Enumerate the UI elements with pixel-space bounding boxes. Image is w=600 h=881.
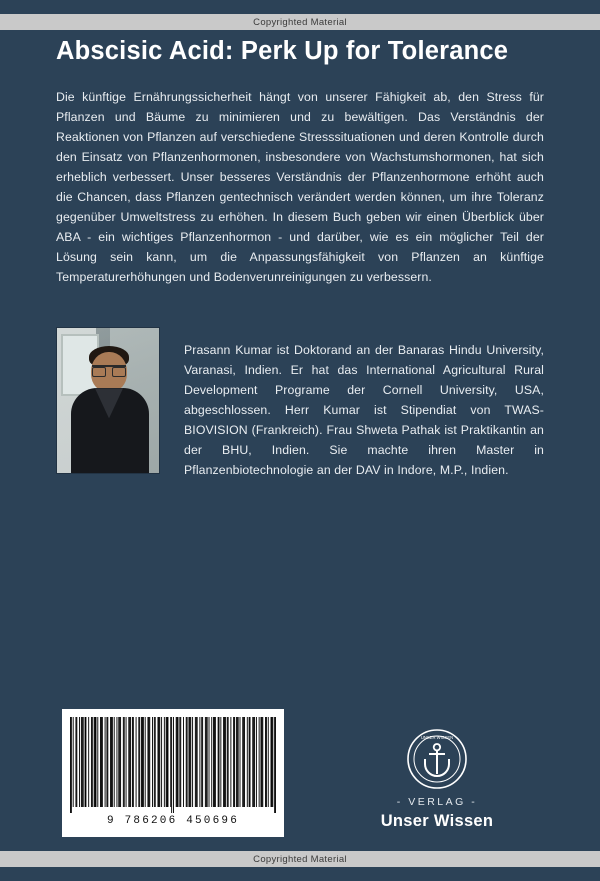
author-section — [56, 327, 544, 492]
cover-footer — [56, 707, 544, 837]
barcode — [62, 709, 284, 837]
back-cover-content — [56, 32, 544, 492]
author-photo — [56, 327, 160, 474]
copyright-banner-top: Copyrighted Material — [0, 14, 600, 30]
book-description: Die künftige Ernährungssicherheit hängt von unserer Fähigkeit ab, den Stress für Pflanzen und Bäume zu minimieren und zu bewältigen. Das Verständnis der Reaktionen von Pflanzen auf verschiedene Stresssituationen und deren Kontrolle durch den Einsatz von Pflanzenhormonen, insbesondere von Wachstumshormonen, hat sich erheblich verbessert. Unser besseres Verständnis der Pflanzenhormone erhöht auch die Chancen, dass Pflanzen gentechnisch verändert werden können, um ihre Toleranz gegenüber Umweltstress zu erhöhen. In diesem Buch geben wir einen Überblick über ABA - ein wichtiges Pflanzenhormon - und darüber, wie es ein möglicher Teil der Lösung sein kann, um die Anpassungsfähigkeit von Pflanzen an künftige Temperaturerhöhungen und Bodenverunreinigungen zu verbessern. — [56, 90, 544, 285]
publisher-block — [352, 728, 522, 831]
book-title: Abscisic Acid: Perk Up for Tolerance — [56, 37, 509, 65]
author-bio: Prasann Kumar ist Doktorand an der Banaras Hindu University, Varanasi, Indien. Er hat das International Agricultural Rural Development Programe der Cornell University, USA, abgeschlossen. Herr Kumar ist Stipendiat von TWAS-BIOVISION (Frankreich). Frau Shweta Pathak ist Praktikantin an der BHU, Indien. Sie machte ihren Master in Pflanzenbiotechnologie an der DAV in Indore, M.P., Indien. — [184, 342, 544, 477]
svg-text:UNSER WISSEN: UNSER WISSEN — [420, 735, 454, 740]
anchor-emblem-logo — [406, 728, 468, 790]
glasses-icon — [92, 365, 126, 375]
barcode-bars — [70, 717, 276, 813]
copyright-banner-bottom: Copyrighted Material — [0, 851, 600, 867]
publisher-verlag-label: - VERLAG - — [396, 796, 478, 808]
barcode-number: 9 786206 450696 — [106, 815, 240, 827]
publisher-name: Unser Wissen — [380, 812, 494, 830]
